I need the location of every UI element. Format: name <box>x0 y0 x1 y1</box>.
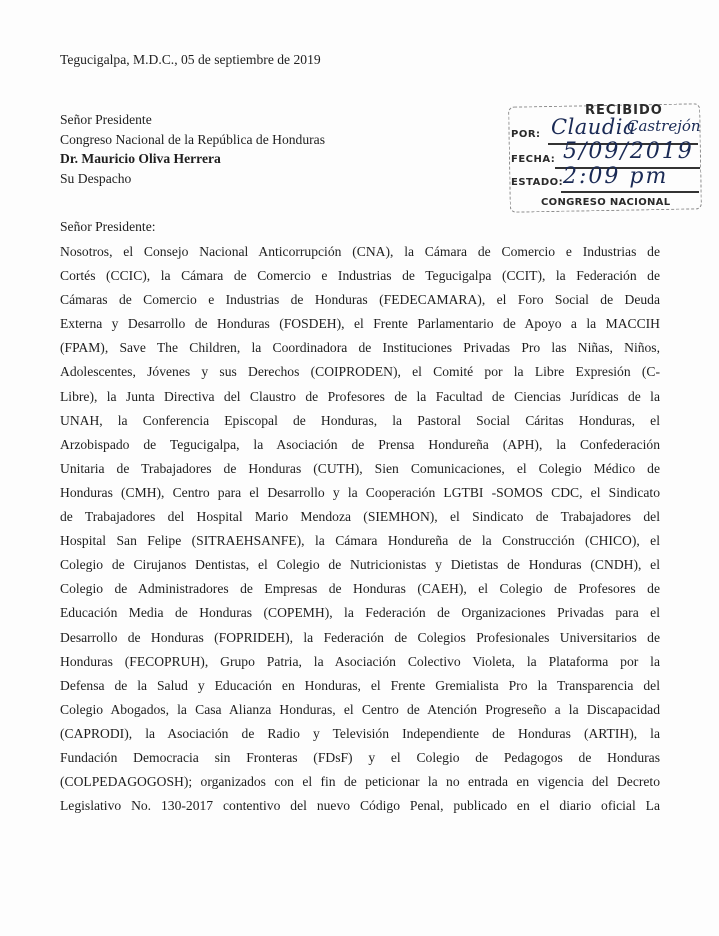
body-line: (COLPEDAGOGOSH); organizados con el fin de peticionar la no entrada en vigencia del Decreto <box>60 774 660 790</box>
recipient-title: Señor Presidente <box>60 112 152 127</box>
body-line: (FPAM), Save The Children, la Coordinadora de Instituciones Privadas Pro las Niñas, Niños, <box>60 340 660 356</box>
stamp-por-label: POR: <box>511 129 541 140</box>
body-line: Hospital San Felipe (SITRAEHSANFE), la Cámara Hondureña de la Construcción (CHICO), el <box>60 533 660 549</box>
body-line: Defensa de la Salud y Educación en Honduras, el Frente Gremialista Pro la Transparencia del <box>60 677 660 693</box>
stamp-line <box>561 191 699 193</box>
body-line: Libre), la Junta Directiva del Claustro de Profesores de la Facultad de Ciencias Jurídicas de la <box>60 388 660 404</box>
body-line: Externa y Desarrollo de Honduras (FOSDEH), el Frente Parlamentario de Apoyo a la MACCIH <box>60 316 660 332</box>
body-line: Educación Media de Honduras (COPEMH), la Federación de Organizaciones Privadas para el <box>60 605 660 621</box>
stamp-estado-label: ESTADO: <box>511 177 564 188</box>
body-line: Cortés (CCIC), la Cámara de Comercio e Industrias de Tegucigalpa (CCIT), la Federación de <box>60 268 660 284</box>
stamp-fecha-value: 5/09/2019 <box>563 139 694 164</box>
stamp-title: RECIBIDO <box>585 103 663 118</box>
body-line: Colegio Abogados, la Casa Alianza Honduras, el Centro de Atención Progreseño a la Discapacidad <box>60 701 660 717</box>
body-line: Nosotros, el Consejo Nacional Anticorrupción (CNA), la Cámara de Comercio e Industrias de <box>60 244 660 259</box>
body-line: Colegio de Administradores de Empresas de Honduras (CAEH), el Colegio de Profesores de <box>60 581 660 597</box>
received-stamp <box>503 101 708 214</box>
recipient-name: Dr. Mauricio Oliva Herrera <box>60 151 221 166</box>
recipient-institution: Congreso Nacional de la República de Honduras <box>60 131 325 147</box>
body-line: UNAH, la Conferencia Episcopal de Honduras, la Pastoral Social Cáritas Honduras, el <box>60 412 660 428</box>
body-line: Fundación Democracia sin Fronteras (FDsF) y el Colegio de Pedagogos de Honduras <box>60 749 660 765</box>
body-line: Arzobispado de Tegucigalpa, la Asociación de Prensa Hondureña (APH), la Confederación <box>60 436 660 452</box>
stamp-footer: CONGRESO NACIONAL <box>541 197 671 208</box>
body-line: de Trabajadores del Hospital Mario Mendoza (SIEMHON), el Sindicato de Trabajadores del <box>60 509 660 525</box>
body-line: Honduras (CMH), Centro para el Desarrollo y la Cooperación LGTBI -SOMOS CDC, el Sindicato <box>60 484 660 500</box>
body-line: Honduras (FECOPRUH), Grupo Patria, la Asociación Colectivo Violeta, la Plataforma por la <box>60 653 660 669</box>
stamp-por-signature: Claudia <box>551 115 637 139</box>
body-line: Unitaria de Trabajadores de Honduras (CUTH), Sien Comunicaciones, el Colegio Médico de <box>60 460 660 476</box>
recipient-office: Su Despacho <box>60 170 132 186</box>
stamp-por-signature-surname: Castrejón <box>627 117 701 135</box>
letter-body <box>60 240 660 818</box>
recipient-block <box>60 110 325 188</box>
body-line: Desarrollo de Honduras (FOPRIDEH), la Federación de Colegios Profesionales Universitarios de <box>60 629 660 645</box>
body-line: (CAPRODI), la Asociación de Radio y Televisión Independiente de Honduras (ARTIH), la <box>60 725 660 741</box>
body-line: Adolescentes, Jóvenes y sus Derechos (COIPRODEN), el Comité por la Libre Expresión (C- <box>60 364 660 380</box>
stamp-fecha-label: FECHA: <box>511 154 556 165</box>
body-line: Legislativo No. 130-2017 contentivo del nuevo Código Penal, publicado en el diario oficial La <box>60 798 660 814</box>
body-line: Colegio de Cirujanos Dentistas, el Colegio de Nutricionistas y Dietistas de Honduras (CNDH), el <box>60 557 660 573</box>
salutation: Señor Presidente: <box>60 219 156 234</box>
dateline: Tegucigalpa, M.D.C., 05 de septiembre de 2019 <box>60 52 321 67</box>
body-line: Cámaras de Comercio e Industrias de Honduras (FEDECAMARA), el Foro Social de Deuda <box>60 292 660 308</box>
stamp-estado-value: 2:09 pm <box>563 164 669 189</box>
